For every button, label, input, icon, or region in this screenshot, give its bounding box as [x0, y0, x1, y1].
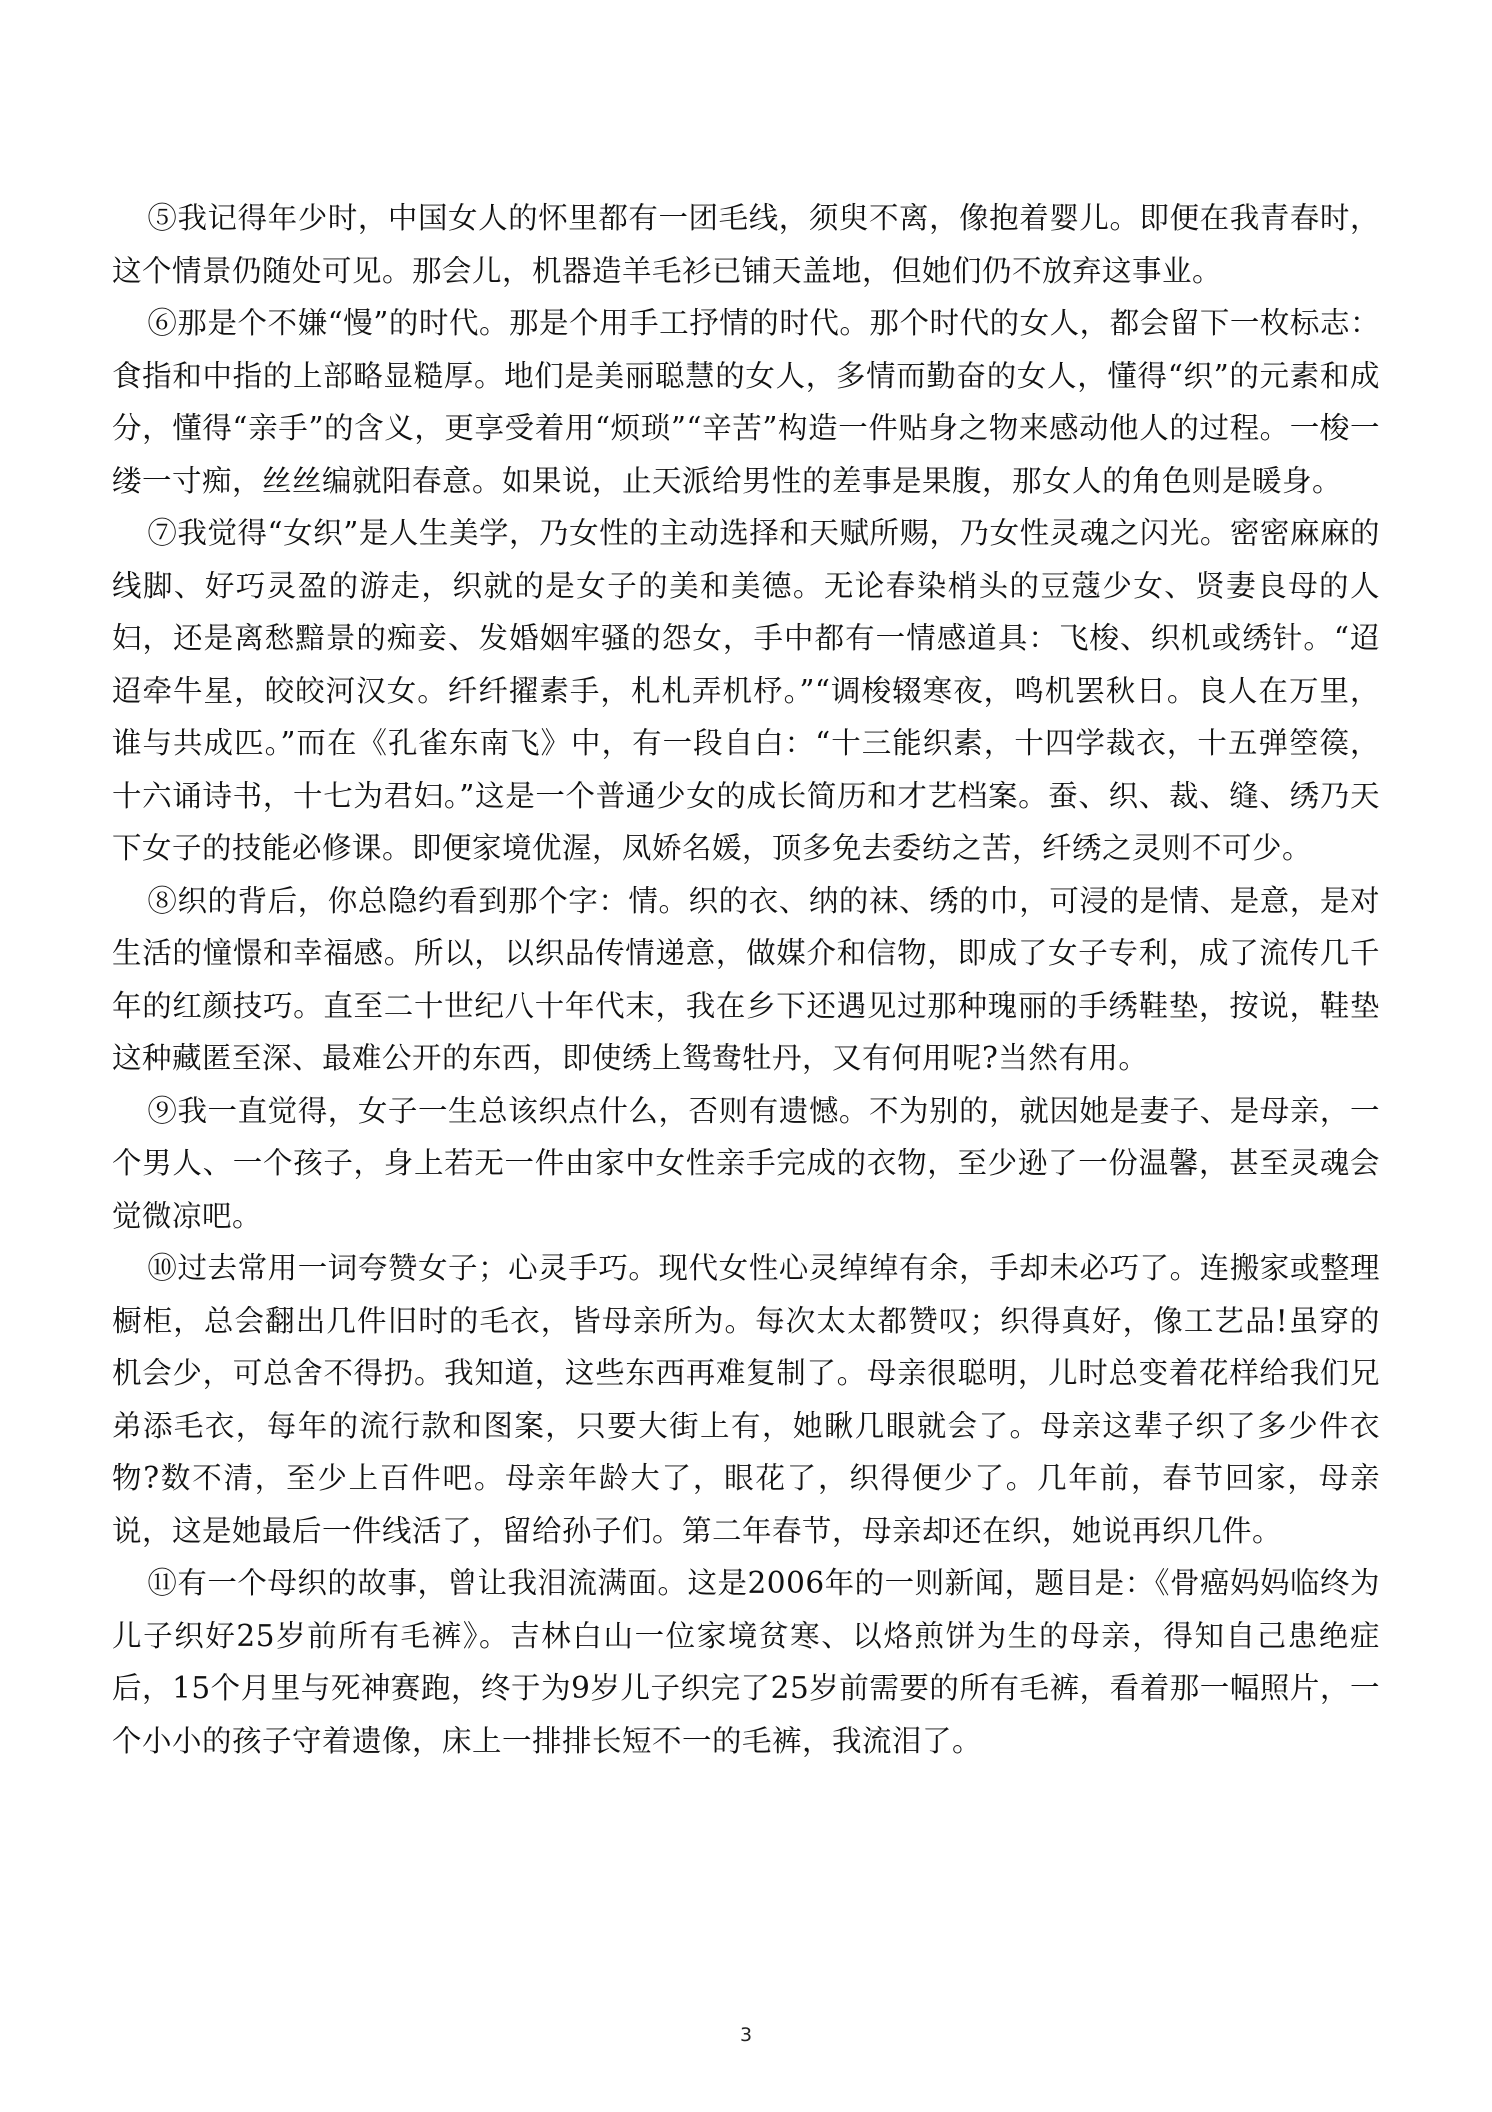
paragraph-5: ⑤我记得年少时，中国女人的怀里都有一团毛线，须臾不离，像抱着婴儿。即便在我青春时，这个情景仍随处可见。那会儿，机器造羊毛衫已铺天盖地，但她们仍不放弃这事业。: [112, 201, 1380, 288]
paragraph-10: ⑩过去常用一词夸赞女子；心灵手巧。现代女性心灵绰绰有余，手却未必巧了。连搬家或整理橱柜，总会翻出几件旧时的毛衣，皆母亲所为。每次太太都赞叹；织得真好，像工艺品!虽穿的机会少，可总舍不得扔。我知道，这些东西再难复制了。母亲很聪明，儿时总变着花样给我们兄弟添毛衣，每年的流行款和图案，只要大街上有，她瞅几眼就会了。母亲这辈子织了多少件衣物?数不清，至少上百件吧。母亲年龄大了，眼花了，织得便少了。几年前，春节回家，母亲说，这是她最后一件线活了，留给孙子们。第二年春节，母亲却还在织，她说再织几件。: [112, 1251, 1380, 1548]
document-body: [112, 192, 1380, 1767]
page-number: 3: [739, 2024, 753, 2046]
paragraph-11: ⑪有一个母织的故事，曾让我泪流满面。这是2006年的一则新闻，题目是：《骨癌妈妈临终为儿子织好25岁前所有毛裤》。吉林白山一位家境贫寒、以烙煎饼为生的母亲，得知自己患绝症后，15个月里与死神赛跑，终于为9岁儿子织完了25岁前需要的所有毛裤，看着那一幅照片，一个小小的孩子守着遗像，床上一排排长短不一的毛裤，我流泪了。: [112, 1566, 1380, 1758]
paragraph-6: ⑥那是个不嫌“慢”的时代。那是个用手工抒情的时代。那个时代的女人，都会留下一枚标志：食指和中指的上部略显糙厚。地们是美丽聪慧的女人，多情而勤奋的女人，懂得“织”的元素和成分，懂得“亲手”的含义，更享受着用“烦琐”“辛苦”构造一件贴身之物来感动他人的过程。一梭一缕一寸痴，丝丝编就阳春意。如果说，止天派给男性的差事是果腹，那女人的角色则是暖身。: [112, 306, 1380, 498]
paragraph-9: ⑨我一直觉得，女子一生总该织点什么，否则有遗憾。不为别的，就因她是妻子、是母亲，一个男人、一个孩子，身上若无一件由家中女性亲手完成的衣物，至少逊了一份温馨，甚至灵魂会觉微凉吧。: [112, 1093, 1380, 1233]
paragraph-7: ⑦我觉得“女织”是人生美学，乃女性的主动选择和天赋所赐，乃女性灵魂之闪光。密密麻麻的线脚、好巧灵盈的游走，织就的是女子的美和美德。无论春染梢头的豆蔻少女、贤妻良母的人妇，还是离愁黯景的痴妾、发婚姻牢骚的怨女，手中都有一情感道具：飞梭、织机或绣针。“迢迢牵牛星，皎皎河汉女。纤纤擢素手，札札弄机杼。”“调梭辍寒夜，鸣机罢秋日。良人在万里，谁与共成匹。”而在《孔雀东南飞》中，有一段自白：“十三能织素，十四学裁衣，十五弹箜篌，十六诵诗书，十七为君妇。”这是一个普通少女的成长简历和才艺档案。蚕、织、裁、缝、绣乃天下女子的技能必修课。即便家境优渥，凤娇名媛，顶多免去委纺之苦，纤绣之灵则不可少。: [112, 516, 1380, 865]
paragraph-8: ⑧织的背后，你总隐约看到那个字：情。织的衣、纳的袜、绣的巾，可浸的是情、是意，是对生活的憧憬和幸福感。所以，以织品传情递意，做媒介和信物，即成了女子专利，成了流传几千年的红颜技巧。直至二十世纪八十年代末，我在乡下还遇见过那种瑰丽的手绣鞋垫，按说，鞋垫这种藏匿至深、最难公开的东西，即使绣上鸳鸯牡丹，又有何用呢?当然有用。: [112, 883, 1380, 1075]
